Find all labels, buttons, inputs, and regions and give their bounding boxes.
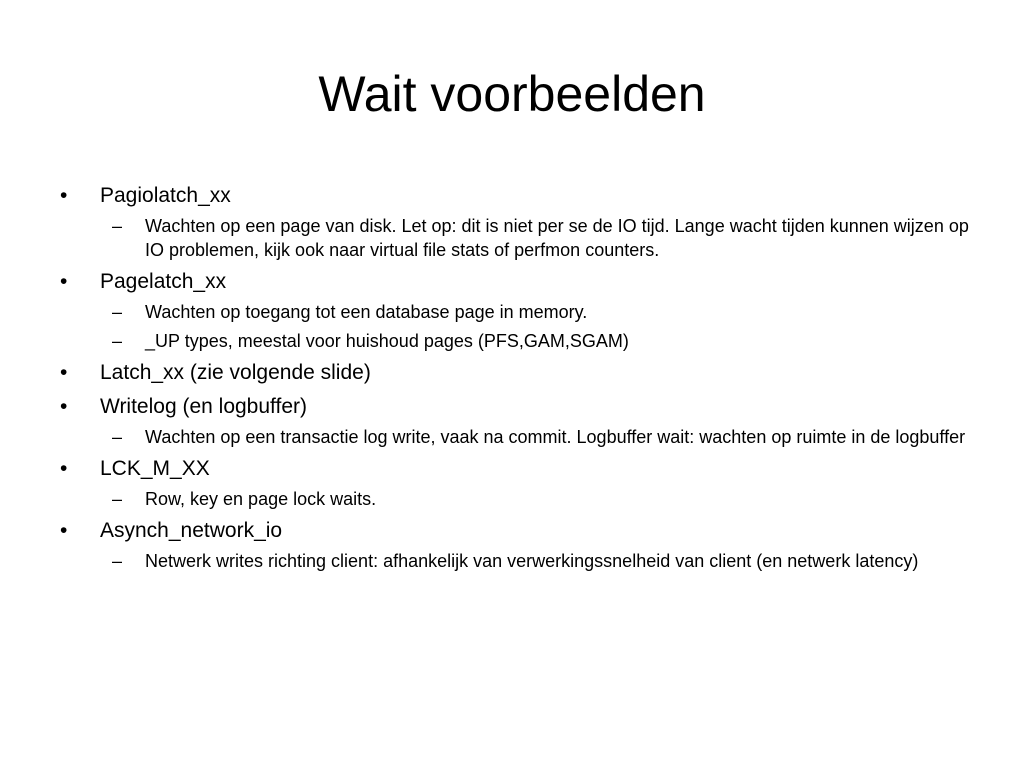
bullet-icon: • [60,395,68,418]
dash-icon: – [112,551,123,571]
dash-icon: – [112,489,123,509]
bullet-icon: • [60,457,68,480]
slide-title: Wait voorbeelden [318,66,706,122]
dash-icon: – [112,302,123,322]
bullet-item [56,268,976,353]
bullet-icon: • [60,184,68,207]
bullet-label: Pagelatch_xx [100,270,227,293]
bullet-icon: • [60,361,68,384]
sub-item [100,425,976,449]
sub-list [100,425,976,449]
sub-item-text: Wachten op een transactie log write, vaak na commit. Logbuffer wait: wachten op ruimte in de logbuffer [145,427,966,447]
sub-list [100,549,976,573]
sub-item [100,487,976,511]
sub-item [100,214,976,262]
sub-item [100,329,976,353]
bullet-list [56,182,976,573]
bullet-label: Asynch_network_io [100,519,283,542]
sub-item-text: Wachten op toegang tot een database page in memory. [145,302,588,322]
bullet-item [56,455,976,511]
sub-item-text: Row, key en page lock waits. [145,489,377,509]
dash-icon: – [112,427,123,447]
dash-icon: – [112,216,123,236]
sub-item [100,300,976,324]
sub-item [100,549,976,573]
bullet-item [56,517,976,573]
sub-item-text: Netwerk writes richting client: afhankelijk van verwerkingssnelheid van client (en netwerk latency) [145,551,919,571]
bullet-label: Writelog (en logbuffer) [100,395,307,418]
sub-list [100,300,976,353]
sub-item-text: Wachten op een page van disk. Let op: dit is niet per se de IO tijd. Lange wacht tijden kunnen wijzen op IO problemen, kijk ook naar virtual file stats of perfmon counters. [145,216,969,260]
sub-list [100,214,976,262]
bullet-item [56,393,976,449]
bullet-icon: • [60,519,68,542]
dash-icon: – [112,331,123,351]
sub-item-text: _UP types, meestal voor huishoud pages (PFS,GAM,SGAM) [145,331,629,351]
bullet-icon: • [60,270,68,293]
bullet-label: Latch_xx (zie volgende slide) [100,361,371,384]
bullet-item [56,359,976,387]
bullet-label: Pagiolatch_xx [100,184,231,207]
sub-list [100,487,976,511]
bullet-item [56,182,976,262]
bullet-label: LCK_M_XX [100,457,210,480]
